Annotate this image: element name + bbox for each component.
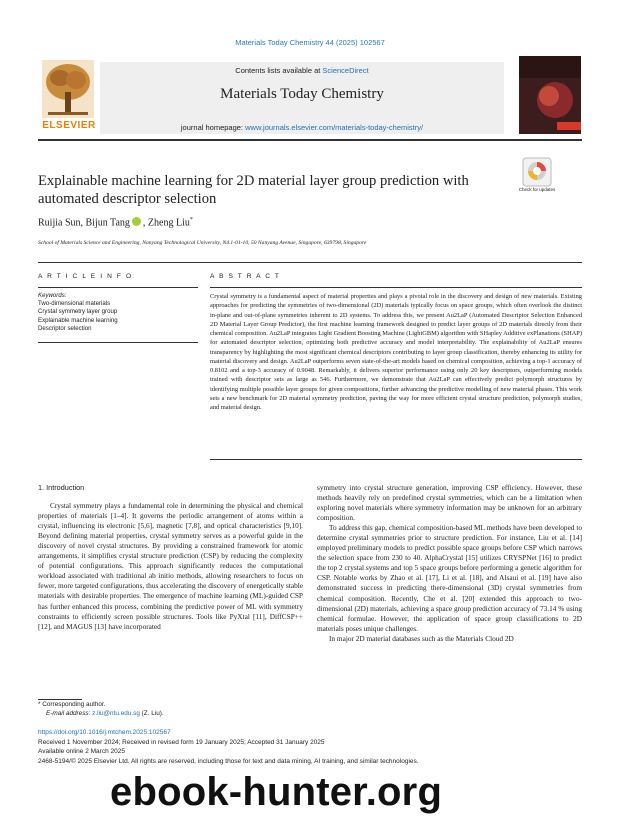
homepage-link[interactable]: www.journals.elsevier.com/materials-today-chemistry/ [245, 123, 424, 132]
journal-cover-thumbnail [519, 56, 581, 134]
paragraph: symmetry into crystal structure generation, improving CSP efficiency. However, these methods heavily rely on predefined crystal symmetries, which can be a limitation when exploring novel materials where symmetry information may be unknown for an arbitrary composition. [317, 483, 582, 523]
footnotes [38, 700, 164, 718]
corresponding-author-note: * Corresponding author. [38, 701, 106, 708]
email-label: E-mail address: [46, 710, 91, 717]
body-column-left [38, 483, 303, 632]
abstract-rule [210, 287, 582, 288]
keywords-label: Keywords: [38, 292, 67, 299]
abstract-bottom-rule [210, 459, 582, 460]
homepage-prefix: journal homepage: [180, 123, 244, 132]
author-affiliation: School of Materials Science and Engineering, Nanyang Technological University, N4.1-01-10, 50 Nanyang Avenue, Singapore, 639798, Singapore [38, 240, 367, 246]
watermark-text: ebook-hunter.org [110, 770, 443, 814]
journal-citation[interactable]: Materials Today Chemistry 44 (2025) 102567 [235, 38, 385, 47]
article-info-bottom-rule [38, 342, 198, 343]
elsevier-wordmark: ELSEVIER [42, 120, 96, 131]
author-name[interactable]: Ruijia Sun [38, 217, 81, 229]
email-line [38, 709, 164, 718]
section-title: 1. Introduction [38, 483, 85, 492]
journal-title: Materials Today Chemistry [220, 86, 384, 102]
article-info-heading: A R T I C L E I N F O [38, 273, 133, 280]
keywords-block [38, 292, 118, 333]
article-info-rule [38, 287, 198, 288]
paragraph: To address this gap, chemical composition-based ML methods have been developed to determine crystal symmetries prior to structure prediction. For instance, Liu et al. [14] employed preliminary models to predict possible space groups before CSP which narrows the selection space from 230 to 40. AlphaCrystal [15] utilizes CRYSPNet [16] to predict the top 2 crystal systems and top 5 space groups before performing a genetic algorithm for CSP. Notable works by Zhao et al. [17], Li et al. [18], and Alsaui et al. [19] have also demonstrated success in predicting there-dimensional (3D) crystal symmetries from chemical composition. Recently, Che et al. [20] extended this approach to two-dimensional (2D) materials, achieving a space group prediction accuracy of 73.14 % using chemical formulae. However, the application of space group classifications to 2D materials poses unique challenges. [317, 523, 582, 633]
section-rule [38, 262, 582, 263]
article-title: Explainable machine learning for 2D material layer group prediction with automated descriptor selection [38, 173, 469, 207]
journal-homepage-line [100, 123, 504, 132]
abstract-text: Crystal symmetry is a fundamental aspect of material properties and plays a pivotal role in the discovery and design of new materials. Existing approaches for predicting the symmetries of two-dimensional (2D) materials typically focus on space groups, which often overlook the distinct in-plane and out-of-plane symmetries inherent to 2D systems. To address this, we present Au2LaP (Automated Descriptor Selection Enhanced 2D Material Layer Group Predictor), the first machine learning framework designed to predict layer groups of 2D materials directly from their chemical composition. Au2LaP integrates Light Gradient Boosting Machine (LightGBM) algorithm with SHapley Additive exPlanations (SHAP) for automated descriptor selection, optimizing both predictive accuracy and model interpretability. The explainability of Au2LaP ensures transparency by highlighting the most significant chemical descriptors contributing to layer group classification, thereby enhancing its utility for material discovery and design. Au2LaP outperforms seven state-of-the-art models based on chemical composition, achieving a top-1 accuracy of 0.8102 and a top-3 accuracy of 0.9048. Remarkably, it delivers superior performance using only 20 key descriptors, outperforming models trained with descriptor sets as large as 546. Furthermore, we demonstrate that Au2LaP can effectively predict polymorph structures by identifying multiple possible layer groups for given compositions, further advancing the predictive modelling of new material phases. This work sets a new benchmark for 2D material symmetry prediction, paving the way for more efficient crystal structure prediction, polymorph studies, and material design. [210, 293, 582, 411]
email-link[interactable]: z.liu@ntu.edu.sg [92, 710, 140, 717]
available-online: Available online 2 March 2025 [38, 748, 125, 756]
copyright-notice: 2468-5194/© 2025 Elsevier Ltd. All rights are reserved, including those for text and data mining, AI training, and similar technologies. [38, 757, 419, 765]
check-for-updates-icon[interactable] [522, 157, 552, 187]
author-list: Ruijia Sun, Bijun Tang , Zheng Liu* [38, 217, 193, 229]
author-name[interactable]: Bijun Tang [85, 217, 130, 229]
keyword-item: Descriptor selection [38, 324, 92, 332]
received-dates: Received 1 November 2024; Received in revised form 19 January 2025; Accepted 31 January 2025 [38, 738, 325, 746]
body-column-right [317, 483, 582, 644]
keyword-item: Explainable machine learning [38, 316, 118, 324]
abstract-heading: A B S T R A C T [210, 273, 281, 280]
email-suffix: (Z. Liu). [141, 710, 164, 717]
sciencedirect-link[interactable]: ScienceDirect [322, 66, 369, 75]
contents-line [100, 66, 504, 75]
header-rule [38, 139, 582, 141]
orcid-icon[interactable] [132, 217, 141, 226]
author-name[interactable]: Zheng Liu [147, 217, 190, 229]
paragraph: Crystal symmetry plays a fundamental role in determining the physical and chemical properties of materials [1–4]. It governs the periodic arrangement of atoms within a crystal, influencing its electronic [5,6], magnetic [7,8], and optical characteristics [9,10]. Beyond defining material properties, crystal symmetry serves as a powerful guide in the discovery of novel crystal structures. By providing a constrained framework for atomic arrangements, it simplifies crystal structure prediction (CSP) by reducing the complexity of potential configurations. This approach significantly reduces the computational workload associated with traditional ab initio methods, allowing researchers to focus on fewer, more targeted configurations, thus accelerating the discovery of energetically stable materials with desirable properties. The emergence of machine learning (ML)-guided CSP has further enhanced this process, combining the predictive power of ML with symmetry constraints to efficiently screen possible structures. Tools like PyXtal [11], DiffCSP++ [12], and MAGUS [13] have incorporated [38, 501, 303, 631]
keyword-item: Crystal symmetry layer group [38, 308, 118, 316]
paragraph: In major 2D material databases such as the Materials Cloud 2D [329, 633, 514, 643]
article-history [38, 728, 419, 766]
doi-link[interactable]: https://doi.org/10.1016/j.mtchem.2025.102567 [38, 729, 171, 736]
check-for-updates-label[interactable]: Check for updates [518, 187, 556, 192]
keyword-item: Two-dimensional materials [38, 300, 111, 308]
contents-prefix: Contents lists available at [235, 66, 321, 75]
